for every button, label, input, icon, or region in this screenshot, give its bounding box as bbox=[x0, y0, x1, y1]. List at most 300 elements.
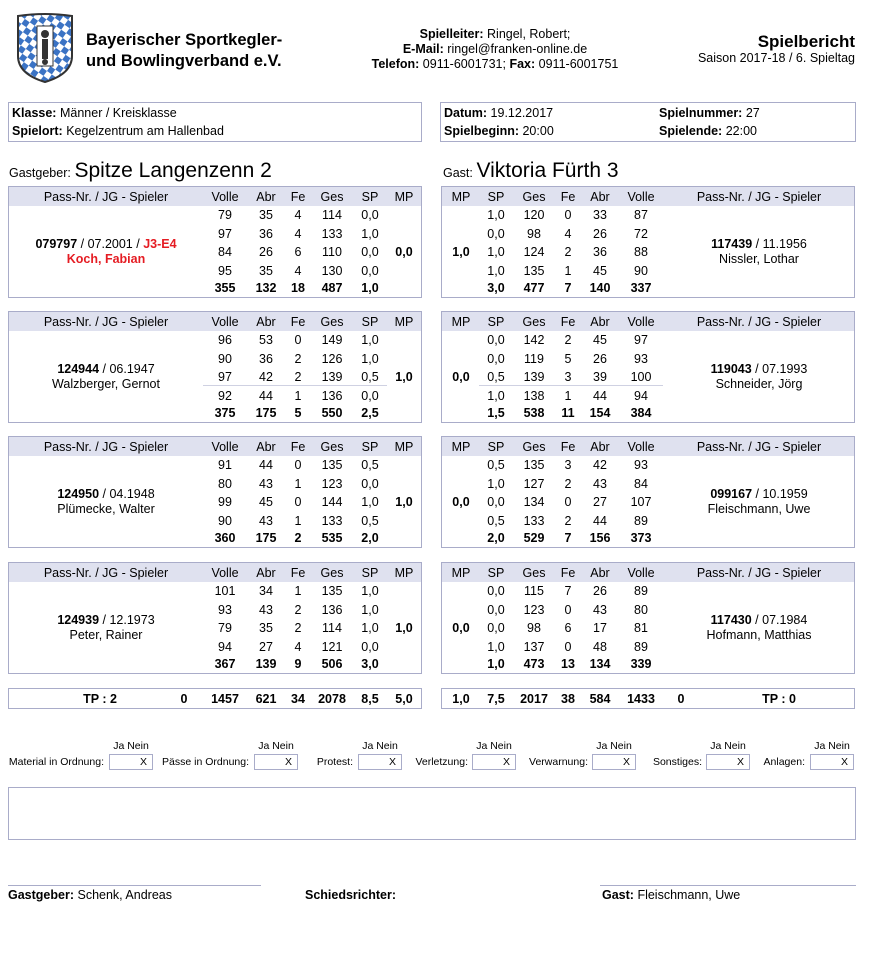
pass-number: 117430 bbox=[710, 613, 752, 627]
column-header: Fe bbox=[290, 190, 306, 204]
checklist-label: Pässe in Ordnung: bbox=[162, 756, 249, 768]
score-cell: 6 bbox=[564, 621, 572, 635]
column-header: Ges bbox=[320, 566, 344, 580]
score-cell: 84 bbox=[634, 476, 648, 491]
checkbox-mark: X bbox=[140, 756, 148, 768]
total-cell: 506 bbox=[321, 657, 343, 671]
score-cell: 119 bbox=[524, 351, 544, 366]
total-cell: 367 bbox=[214, 657, 236, 671]
score-cell: 2 bbox=[294, 370, 302, 384]
score-cell: 89 bbox=[634, 513, 648, 528]
column-header: Volle bbox=[627, 190, 655, 204]
score-cell: 80 bbox=[218, 476, 232, 491]
score-cell: 1 bbox=[294, 584, 302, 598]
score-cell: 101 bbox=[214, 584, 236, 598]
score-cell: 114 bbox=[322, 621, 342, 635]
player-card bbox=[664, 613, 854, 643]
score-cell: 149 bbox=[321, 333, 343, 347]
score-cell: 97 bbox=[634, 333, 648, 347]
total-cell: 2,0 bbox=[361, 531, 379, 545]
score-cell: 44 bbox=[593, 388, 607, 403]
column-header: Volle bbox=[211, 315, 239, 329]
home-player-block bbox=[8, 311, 422, 423]
score-cell: 33 bbox=[593, 208, 607, 222]
match-points: 0,0 bbox=[452, 370, 470, 384]
score-cell: 34 bbox=[259, 584, 273, 598]
contact-block: Spielleiter: Ringel, Robert; E-Mail: ringel@franken-online.de Telefon: 0911-6001731; Fax: 0911-6001751 bbox=[371, 27, 619, 71]
score-cell: 0,0 bbox=[487, 602, 505, 617]
home-team: Gastgeber: Spitze Langenzenn 2 bbox=[9, 159, 272, 182]
score-cell: 99 bbox=[218, 495, 232, 509]
score-cell: 44 bbox=[259, 458, 273, 472]
column-header: Ges bbox=[320, 190, 344, 204]
score-cell: 136 bbox=[321, 602, 343, 617]
checkbox-mark: X bbox=[389, 756, 397, 768]
score-cell: 26 bbox=[593, 226, 607, 241]
score-cell: 0 bbox=[294, 495, 302, 509]
total-cell: 337 bbox=[630, 281, 652, 295]
score-cell: 0,5 bbox=[487, 513, 505, 528]
score-cell: 35 bbox=[259, 208, 273, 222]
score-cell: 0,0 bbox=[487, 584, 505, 598]
away-signature: Gast: Fleischmann, Uwe bbox=[602, 888, 741, 902]
pass-number: 124950 bbox=[57, 487, 100, 501]
score-cell: 0,5 bbox=[361, 458, 379, 472]
score-cell: 144 bbox=[321, 495, 343, 509]
score-cell: 0,0 bbox=[361, 245, 379, 259]
score-cell: 0,0 bbox=[487, 621, 505, 635]
score-cell: 1,0 bbox=[487, 388, 505, 403]
score-cell: 90 bbox=[218, 513, 232, 528]
score-cell: 27 bbox=[593, 495, 607, 509]
score-cell: 89 bbox=[634, 584, 648, 598]
score-cell: 0 bbox=[294, 333, 302, 347]
score-cell: 0,0 bbox=[487, 495, 505, 509]
score-cell: 2 bbox=[294, 351, 302, 366]
checklist-label: Anlagen: bbox=[763, 756, 805, 768]
player-name: Peter, Rainer bbox=[69, 628, 143, 642]
score-cell: 43 bbox=[593, 476, 607, 491]
score-cell: 139 bbox=[523, 370, 545, 384]
home-player-block bbox=[8, 186, 422, 298]
score-cell: 6 bbox=[294, 245, 302, 259]
column-header: Ges bbox=[320, 315, 344, 329]
score-cell: 7 bbox=[564, 584, 572, 598]
column-header: Pass-Nr. / JG - Spieler bbox=[696, 566, 822, 580]
column-header: Fe bbox=[560, 440, 576, 454]
total-cell: 3,0 bbox=[487, 281, 505, 295]
score-cell: 139 bbox=[321, 370, 343, 384]
score-cell: 1 bbox=[294, 513, 302, 528]
score-cell: 1,0 bbox=[361, 351, 379, 366]
score-cell: 1 bbox=[294, 476, 302, 491]
total-cell: 175 bbox=[255, 531, 277, 545]
score-cell: 135 bbox=[321, 584, 343, 598]
birth-date: / 11.1956 bbox=[752, 237, 807, 251]
score-cell: 35 bbox=[259, 621, 273, 635]
checkbox-mark: X bbox=[285, 756, 293, 768]
score-cell: 2 bbox=[294, 621, 302, 635]
score-cell: 126 bbox=[321, 351, 343, 366]
checkbox-mark: X bbox=[503, 756, 511, 768]
checklist-label: Verletzung: bbox=[415, 756, 468, 768]
column-header: Pass-Nr. / JG - Spieler bbox=[43, 440, 169, 454]
yes-no-header: Ja Nein bbox=[710, 740, 746, 752]
column-header: Ges bbox=[522, 190, 546, 204]
total-cell: 373 bbox=[630, 531, 652, 545]
total-cell: 1,0 bbox=[361, 281, 379, 295]
score-cell: 97 bbox=[218, 370, 232, 384]
score-cell: 36 bbox=[593, 245, 607, 259]
class-info-box: Klasse: Männer / Kreisklasse Spielort: Kegelzentrum am Hallenbad bbox=[8, 102, 422, 142]
score-cell: 4 bbox=[294, 226, 302, 241]
column-header: Abr bbox=[590, 566, 610, 580]
column-header: Volle bbox=[627, 440, 655, 454]
score-cell: 35 bbox=[259, 263, 273, 278]
score-cell: 110 bbox=[322, 245, 342, 259]
score-cell: 121 bbox=[321, 639, 343, 654]
total-cell: 477 bbox=[523, 281, 545, 295]
total-cell: 11 bbox=[561, 406, 575, 420]
column-header: Volle bbox=[211, 566, 239, 580]
season-info: Saison 2017-18 / 6. Spieltag bbox=[697, 51, 855, 65]
score-cell: 2 bbox=[564, 513, 572, 528]
total-cell: 140 bbox=[589, 281, 611, 295]
score-cell: 92 bbox=[218, 388, 232, 403]
column-header: Ges bbox=[522, 315, 546, 329]
score-cell: 26 bbox=[259, 245, 273, 259]
column-header: SP bbox=[487, 315, 505, 329]
away-player-block bbox=[441, 436, 855, 548]
yes-no-header: Ja Nein bbox=[258, 740, 294, 752]
player-card bbox=[11, 237, 201, 267]
player-card bbox=[664, 487, 854, 517]
total-cell: 2,0 bbox=[487, 531, 505, 545]
player-name: Walzberger, Gernot bbox=[52, 377, 160, 391]
total-cell: 134 bbox=[589, 657, 611, 671]
score-cell: 0 bbox=[294, 458, 302, 472]
column-header: Abr bbox=[256, 190, 276, 204]
column-header: Pass-Nr. / JG - Spieler bbox=[43, 190, 169, 204]
score-cell: 43 bbox=[593, 602, 607, 617]
home-signature-line bbox=[8, 885, 261, 886]
total-cell: 132 bbox=[255, 281, 277, 295]
score-cell: 3 bbox=[564, 458, 572, 472]
score-cell: 1,0 bbox=[361, 584, 379, 598]
score-cell: 0,0 bbox=[361, 388, 379, 403]
score-cell: 0,0 bbox=[487, 226, 505, 241]
player-name: Fleischmann, Uwe bbox=[707, 502, 811, 516]
score-cell: 36 bbox=[259, 351, 273, 366]
home-totals: TP : 2 0 1457 621 34 2078 8,5 5,0 bbox=[8, 688, 422, 709]
score-cell: 0 bbox=[564, 208, 572, 222]
total-cell: 529 bbox=[523, 531, 545, 545]
score-cell: 36 bbox=[259, 226, 273, 241]
yes-no-header: Ja Nein bbox=[113, 740, 149, 752]
home-player-block bbox=[8, 436, 422, 548]
score-cell: 1,0 bbox=[361, 621, 379, 635]
player-name: Plümecke, Walter bbox=[57, 502, 155, 516]
column-header: SP bbox=[361, 190, 379, 204]
away-player-block bbox=[441, 186, 855, 298]
column-header: SP bbox=[361, 315, 379, 329]
score-cell: 80 bbox=[634, 602, 648, 617]
column-header: Pass-Nr. / JG - Spieler bbox=[696, 440, 822, 454]
score-cell: 133 bbox=[321, 226, 343, 241]
pass-number: 099167 bbox=[710, 487, 753, 501]
column-header: Pass-Nr. / JG - Spieler bbox=[43, 566, 169, 580]
column-header: Fe bbox=[290, 315, 306, 329]
score-cell: 4 bbox=[294, 208, 302, 222]
score-cell: 53 bbox=[259, 333, 273, 347]
total-cell: 2 bbox=[294, 531, 302, 545]
player-name: Koch, Fabian bbox=[66, 252, 146, 266]
away-player-block bbox=[441, 311, 855, 423]
score-cell: 2 bbox=[564, 476, 572, 491]
score-cell: 0 bbox=[564, 639, 572, 654]
column-header: SP bbox=[487, 566, 505, 580]
score-cell: 88 bbox=[634, 245, 648, 259]
total-cell: 139 bbox=[255, 657, 277, 671]
total-cell: 18 bbox=[291, 281, 305, 295]
score-cell: 0,0 bbox=[361, 639, 379, 654]
score-cell: 90 bbox=[218, 351, 232, 366]
score-cell: 1,0 bbox=[487, 639, 505, 654]
row-separator bbox=[479, 385, 663, 386]
score-cell: 1 bbox=[564, 263, 572, 278]
score-cell: 2 bbox=[564, 333, 572, 347]
total-cell: 7 bbox=[564, 281, 572, 295]
column-header: Volle bbox=[627, 566, 655, 580]
column-header: Abr bbox=[590, 315, 610, 329]
score-cell: 0,0 bbox=[487, 351, 505, 366]
column-header: Ges bbox=[320, 440, 344, 454]
column-header: Ges bbox=[522, 440, 546, 454]
yes-no-checkbox[interactable] bbox=[810, 754, 854, 770]
total-cell: 487 bbox=[321, 281, 343, 295]
total-cell: 1,5 bbox=[487, 406, 505, 420]
score-cell: 135 bbox=[523, 458, 545, 472]
total-cell: 550 bbox=[321, 406, 343, 420]
column-header: Fe bbox=[560, 566, 576, 580]
score-cell: 45 bbox=[259, 495, 273, 509]
column-header: Abr bbox=[256, 566, 276, 580]
score-cell: 93 bbox=[218, 602, 232, 617]
yes-no-checkbox[interactable] bbox=[254, 754, 298, 770]
score-cell: 1,0 bbox=[487, 263, 505, 278]
column-header: Pass-Nr. / JG - Spieler bbox=[43, 315, 169, 329]
column-header: MP bbox=[394, 566, 414, 580]
game-info-box: Datum: 19.12.2017 Spielbeginn: 20:00 Spielnummer: 27 Spielende: 22:00 bbox=[440, 102, 856, 142]
youth-class: J3-E4 bbox=[143, 237, 177, 251]
column-header: Fe bbox=[290, 566, 306, 580]
pass-number: 117439 bbox=[711, 237, 753, 251]
score-cell: 3 bbox=[564, 370, 572, 384]
column-header: Ges bbox=[522, 566, 546, 580]
column-header: Pass-Nr. / JG - Spieler bbox=[696, 190, 822, 204]
score-cell: 120 bbox=[523, 208, 545, 222]
checkbox-mark: X bbox=[737, 756, 745, 768]
checklist-label: Sonstiges: bbox=[652, 756, 702, 768]
page-title: Spielbericht bbox=[757, 32, 855, 51]
birth-date: / 07.2001 / bbox=[77, 237, 144, 251]
column-header: Volle bbox=[627, 315, 655, 329]
player-name: Hofmann, Matthias bbox=[706, 628, 812, 642]
column-header: SP bbox=[487, 190, 505, 204]
score-cell: 98 bbox=[527, 621, 541, 635]
score-cell: 1 bbox=[564, 388, 572, 403]
birth-date: / 12.1973 bbox=[99, 613, 155, 627]
score-cell: 1,0 bbox=[487, 208, 505, 222]
score-cell: 123 bbox=[321, 476, 343, 491]
score-cell: 0,0 bbox=[361, 263, 379, 278]
score-cell: 1,0 bbox=[487, 245, 505, 259]
referee-signature: Schiedsrichter: bbox=[305, 888, 397, 902]
birth-date: / 06.1947 bbox=[99, 362, 155, 376]
checklist-label: Verwarnung: bbox=[529, 756, 588, 768]
pass-number: 124939 bbox=[57, 613, 100, 627]
checkbox-mark: X bbox=[841, 756, 849, 768]
score-cell: 1,0 bbox=[361, 602, 379, 617]
match-points: 0,0 bbox=[395, 245, 413, 259]
match-points: 0,0 bbox=[452, 495, 470, 509]
remarks-box[interactable] bbox=[8, 787, 856, 840]
score-cell: 114 bbox=[322, 208, 342, 222]
total-cell: 154 bbox=[589, 406, 611, 420]
yes-no-checkbox[interactable] bbox=[109, 754, 153, 770]
total-cell: 175 bbox=[255, 406, 277, 420]
column-header: SP bbox=[361, 440, 379, 454]
score-cell: 1,0 bbox=[361, 333, 379, 347]
player-card bbox=[664, 362, 854, 392]
score-cell: 4 bbox=[294, 639, 302, 654]
score-cell: 135 bbox=[321, 458, 343, 472]
total-cell: 375 bbox=[214, 406, 236, 420]
score-cell: 5 bbox=[564, 351, 572, 366]
score-cell: 79 bbox=[218, 208, 232, 222]
score-cell: 137 bbox=[523, 639, 545, 654]
total-cell: 9 bbox=[294, 657, 302, 671]
total-cell: 538 bbox=[523, 406, 545, 420]
column-header: Abr bbox=[256, 440, 276, 454]
yes-no-checkbox[interactable] bbox=[706, 754, 750, 770]
score-cell: 134 bbox=[523, 495, 545, 509]
column-header: Volle bbox=[211, 440, 239, 454]
player-card bbox=[11, 613, 201, 643]
column-header: MP bbox=[394, 315, 414, 329]
column-header: MP bbox=[394, 440, 414, 454]
score-cell: 90 bbox=[634, 263, 648, 278]
score-cell: 27 bbox=[259, 639, 273, 654]
organization-name: Bayerischer Sportkegler- und Bowlingverband e.V. bbox=[86, 31, 283, 70]
yes-no-checkbox[interactable] bbox=[472, 754, 516, 770]
row-separator bbox=[203, 385, 387, 386]
score-cell: 26 bbox=[593, 351, 607, 366]
score-cell: 91 bbox=[218, 458, 232, 472]
match-points: 1,0 bbox=[395, 621, 413, 635]
score-cell: 89 bbox=[634, 639, 648, 654]
score-cell: 94 bbox=[218, 639, 232, 654]
total-cell: 2,5 bbox=[361, 406, 379, 420]
score-cell: 43 bbox=[259, 476, 273, 491]
score-cell: 97 bbox=[218, 226, 232, 241]
checklist-label: Material in Ordnung: bbox=[8, 756, 104, 768]
score-cell: 124 bbox=[523, 245, 545, 259]
score-cell: 48 bbox=[593, 639, 607, 654]
score-cell: 45 bbox=[593, 263, 607, 278]
column-header: MP bbox=[451, 315, 471, 329]
score-cell: 2 bbox=[294, 602, 302, 617]
away-team: Gast: Viktoria Fürth 3 bbox=[443, 159, 619, 182]
score-cell: 0,0 bbox=[361, 476, 379, 491]
total-cell: 339 bbox=[630, 657, 652, 671]
column-header: MP bbox=[451, 566, 471, 580]
score-cell: 138 bbox=[523, 388, 545, 403]
score-cell: 107 bbox=[630, 495, 652, 509]
column-header: MP bbox=[451, 190, 471, 204]
score-cell: 42 bbox=[259, 370, 273, 384]
score-cell: 95 bbox=[218, 263, 232, 278]
score-cell: 142 bbox=[523, 333, 545, 347]
total-cell: 1,0 bbox=[487, 657, 505, 671]
total-cell: 384 bbox=[630, 406, 652, 420]
home-player-block bbox=[8, 562, 422, 674]
column-header: SP bbox=[361, 566, 379, 580]
column-header: Fe bbox=[560, 315, 576, 329]
score-cell: 45 bbox=[593, 333, 607, 347]
player-card bbox=[11, 487, 201, 517]
score-cell: 98 bbox=[527, 226, 541, 241]
column-header: SP bbox=[487, 440, 505, 454]
yes-no-header: Ja Nein bbox=[814, 740, 850, 752]
pass-number: 119043 bbox=[710, 362, 752, 376]
yes-no-checkbox[interactable] bbox=[358, 754, 402, 770]
birth-date: / 07.1984 bbox=[751, 613, 808, 627]
score-cell: 0,5 bbox=[361, 513, 379, 528]
column-header: Fe bbox=[290, 440, 306, 454]
away-signature-line bbox=[600, 885, 856, 886]
total-cell: 473 bbox=[523, 657, 545, 671]
match-points: 0,0 bbox=[452, 621, 470, 635]
pass-number: 079797 bbox=[35, 237, 78, 251]
match-points: 1,0 bbox=[395, 495, 413, 509]
score-cell: 0,0 bbox=[487, 333, 505, 347]
score-cell: 2 bbox=[564, 245, 572, 259]
column-header: Abr bbox=[590, 440, 610, 454]
score-cell: 127 bbox=[523, 476, 545, 491]
score-cell: 17 bbox=[593, 621, 607, 635]
score-cell: 94 bbox=[634, 388, 648, 403]
column-header: Volle bbox=[211, 190, 239, 204]
score-cell: 133 bbox=[321, 513, 343, 528]
score-cell: 100 bbox=[630, 370, 652, 384]
yes-no-checkbox[interactable] bbox=[592, 754, 636, 770]
score-cell: 1 bbox=[294, 388, 302, 403]
yes-no-header: Ja Nein bbox=[476, 740, 512, 752]
score-cell: 79 bbox=[218, 621, 232, 635]
column-header: Abr bbox=[590, 190, 610, 204]
total-cell: 535 bbox=[321, 531, 343, 545]
score-cell: 44 bbox=[593, 513, 607, 528]
score-cell: 43 bbox=[259, 602, 273, 617]
bskv-logo bbox=[15, 12, 75, 84]
score-cell: 4 bbox=[294, 263, 302, 278]
player-name: Schneider, Jörg bbox=[715, 377, 803, 391]
score-cell: 93 bbox=[634, 351, 648, 366]
score-cell: 123 bbox=[523, 602, 545, 617]
column-header: Fe bbox=[560, 190, 576, 204]
column-header: MP bbox=[394, 190, 414, 204]
